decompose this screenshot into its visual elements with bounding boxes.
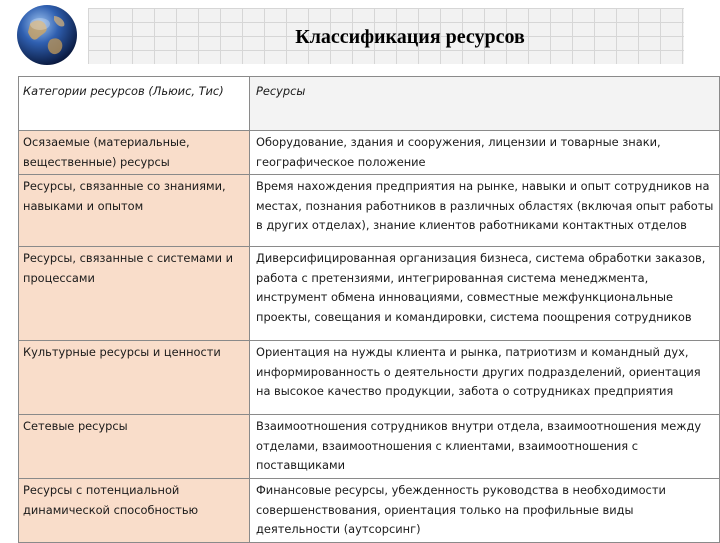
resources-cell: Диверсифицированная организация бизнеса, система обработки заказов, работа с претензиями, интегрированная система менеджмента, инструмент обмена инновациями, совместные межфункциональные проекты, совещания и командировки, система поощрения сотрудников	[250, 247, 720, 341]
table-row	[19, 247, 720, 341]
table-header-row	[19, 77, 720, 131]
header-resources: Ресурсы	[250, 77, 720, 131]
header-categories: Категории ресурсов (Льюис, Тис)	[19, 77, 250, 131]
resources-table	[18, 76, 720, 543]
resources-cell: Взаимоотношения сотрудников внутри отдела, взаимоотношения между отделами, взаимоотношения с клиентами, взаимоотношения с поставщиками	[250, 415, 720, 479]
table-row	[19, 479, 720, 543]
resources-cell: Оборудование, здания и сооружения, лицензии и товарные знаки, географическое положение	[250, 131, 720, 175]
table-row	[19, 415, 720, 479]
table-row	[19, 341, 720, 415]
resources-cell: Время нахождения предприятия на рынке, навыки и опыт сотрудников на местах, познания работников в различных областях (включая опыт работы в других отделах), знание клиентов работниками контактных отделов	[250, 175, 720, 247]
category-cell: Сетевые ресурсы	[19, 415, 250, 479]
category-cell: Ресурсы, связанные со знаниями, навыками и опытом	[19, 175, 250, 247]
resources-cell: Финансовые ресурсы, убежденность руководства в необходимости совершенствования, ориентация только на профильные виды деятельности (аутсорсинг)	[250, 479, 720, 543]
category-cell: Осязаемые (материальные, вещественные) ресурсы	[19, 131, 250, 175]
table-row	[19, 131, 720, 175]
table-row	[19, 175, 720, 247]
category-cell: Ресурсы с потенциальной динамической способностью	[19, 479, 250, 543]
page-title: Классификация ресурсов	[295, 26, 525, 48]
category-cell: Культурные ресурсы и ценности	[19, 341, 250, 415]
category-cell: Ресурсы, связанные с системами и процессами	[19, 247, 250, 341]
globe-icon	[16, 4, 78, 66]
resources-cell: Ориентация на нужды клиента и рынка, патриотизм и командный дух, информированность о деятельности других подразделений, ориентация на высокое качество продукции, забота о сотрудниках предприятия	[250, 341, 720, 415]
